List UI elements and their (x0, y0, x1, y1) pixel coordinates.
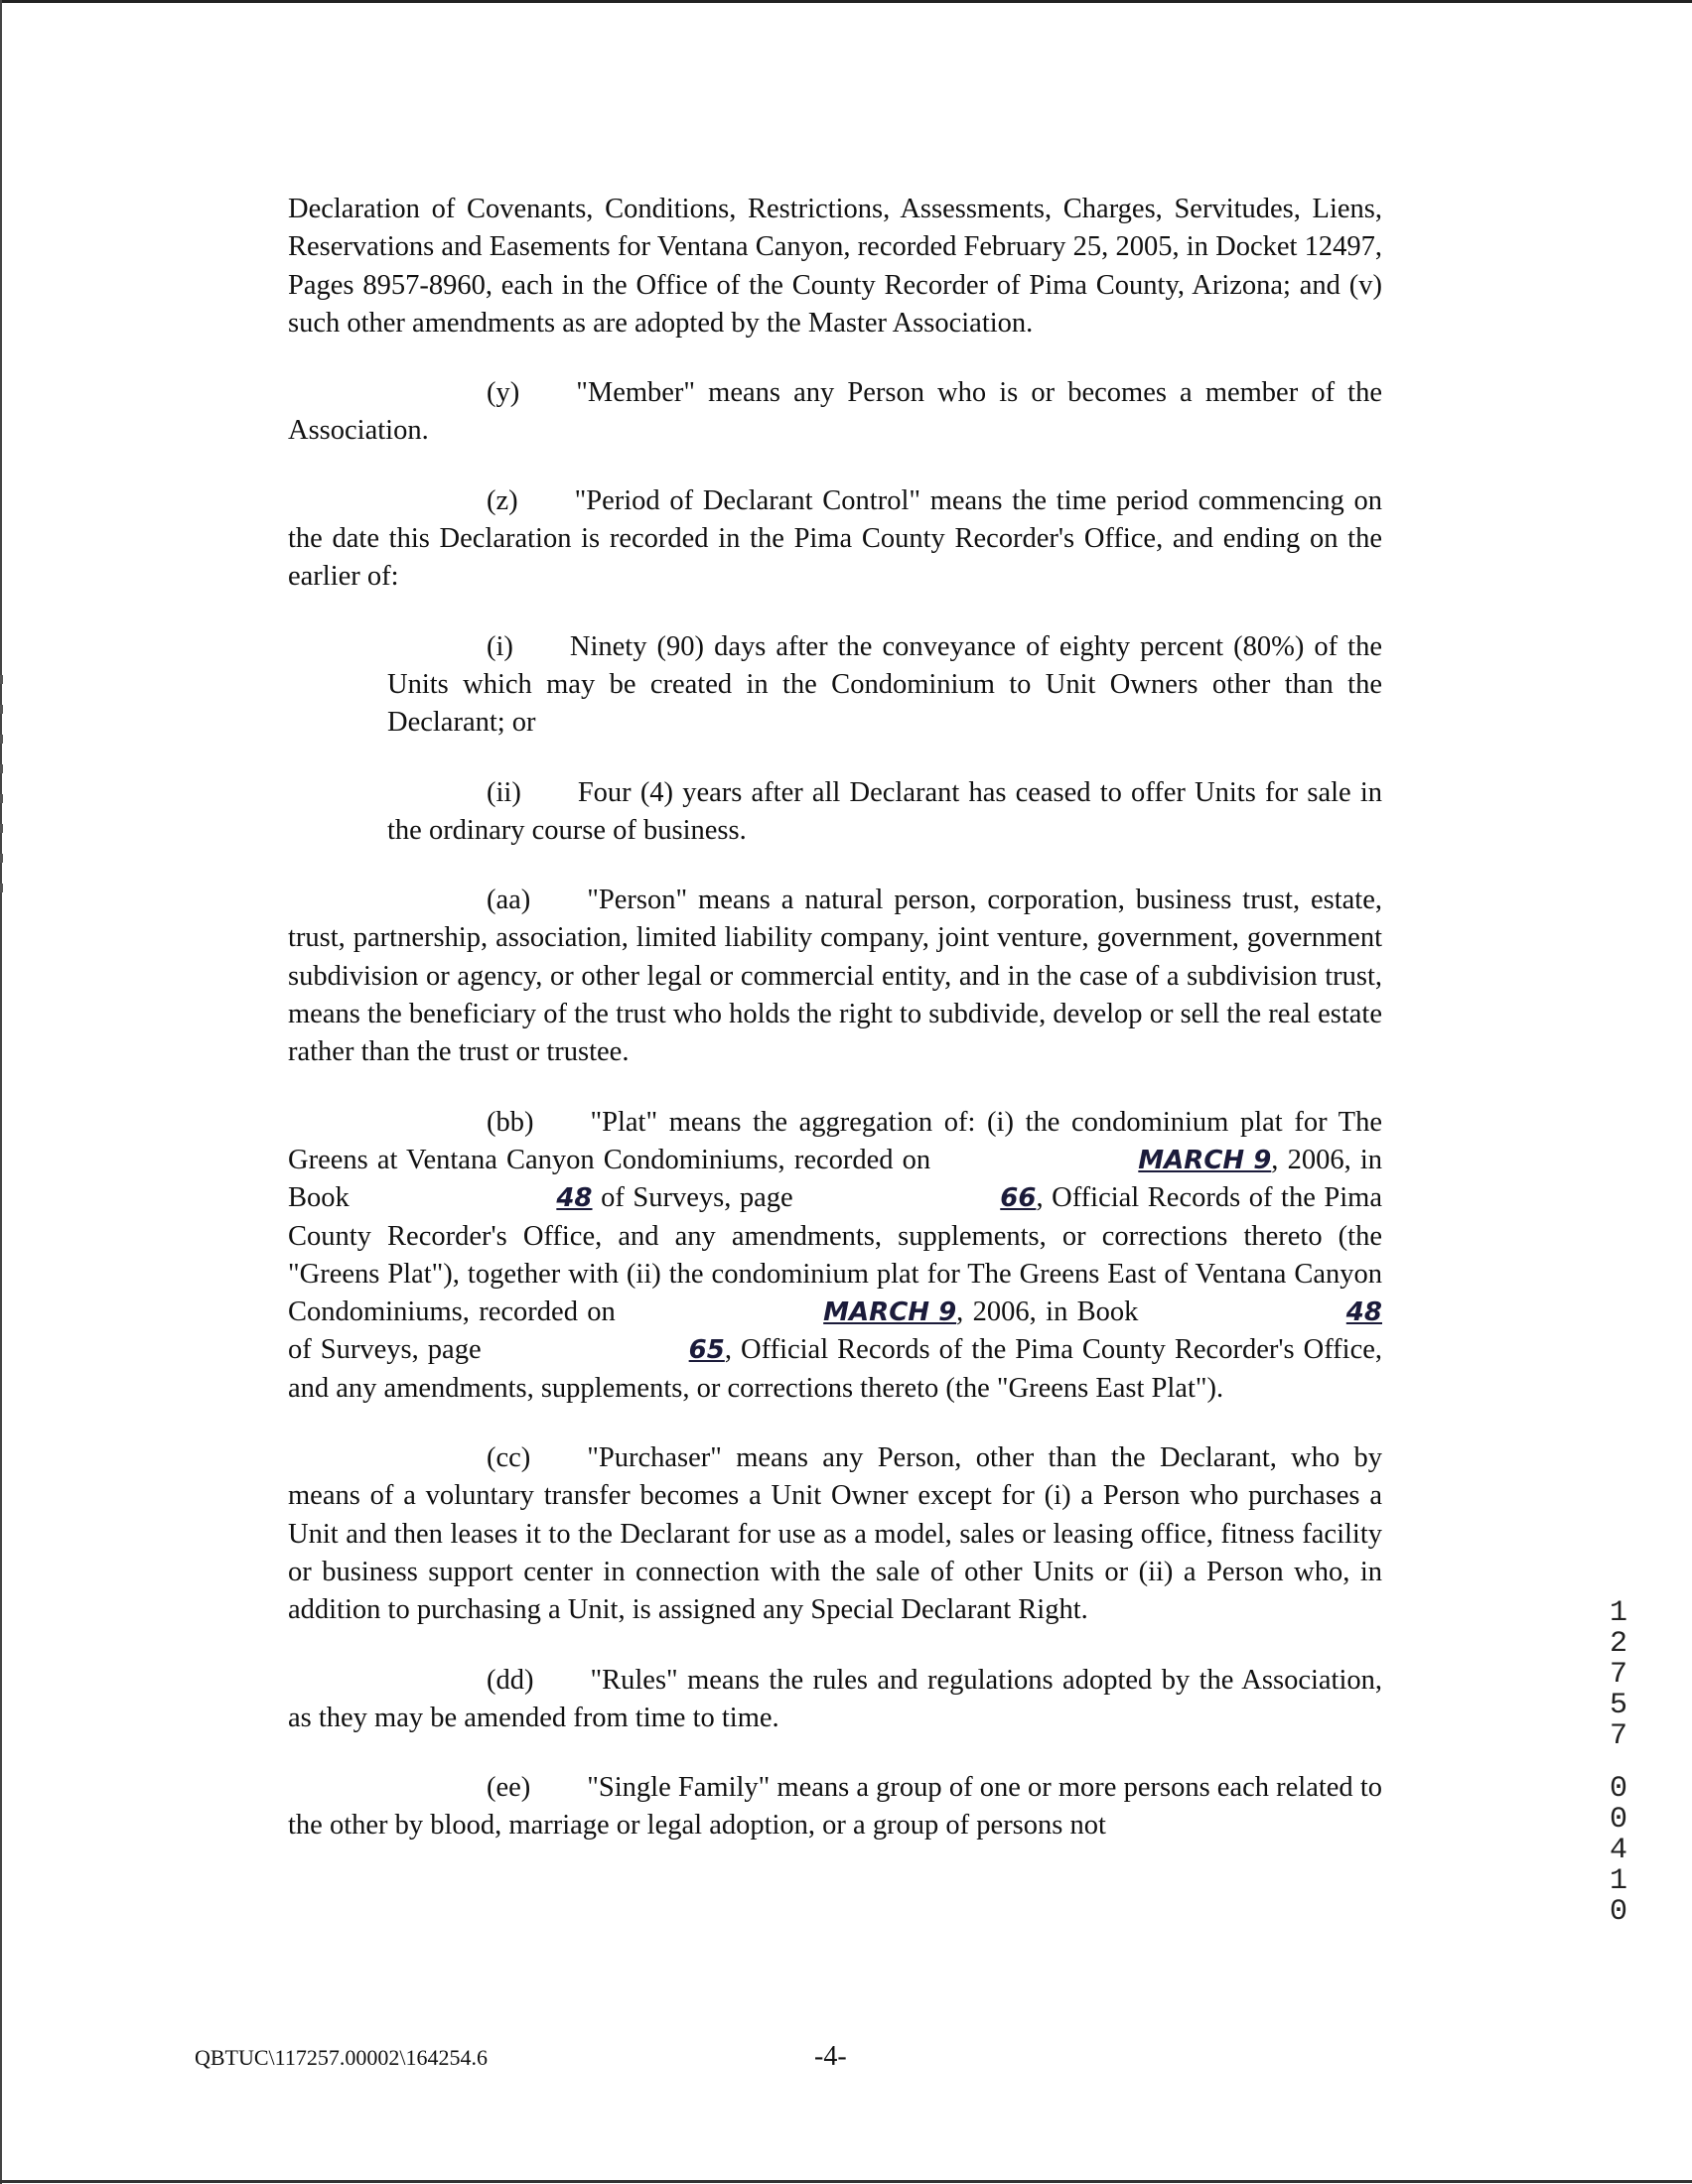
plat-text-6: of Surveys, page (288, 1334, 491, 1366)
paragraph-z-period-of-declarant-control: (z) "Period of Declarant Control" means the time period commencing on the date this Declaration is recorded in the Pima County Recorder's Office, and ending on the earlier of: (288, 484, 1382, 593)
paragraph-dd-rules: (dd) "Rules" means the rules and regulations adopted by the Association, as they may be amended from time to time. (288, 1664, 1382, 1733)
stamp-digit: 0 (1609, 1772, 1627, 1806)
handwritten-page-1: 66 (1000, 1183, 1037, 1214)
plat-text-2: , 2006, in Book (288, 1144, 1382, 1214)
scan-bottom-edge (0, 2180, 1692, 2183)
stamp-digit: 0 (1609, 1803, 1627, 1837)
stamp-digit: 2 (1609, 1627, 1627, 1661)
plat-text-7: , Official Records of the Pima County Recorder's Office, and any amendments, supplements, or corrections thereto (the "Greens East Plat"). (288, 1334, 1382, 1404)
paragraph-cc-purchaser: (cc) "Purchaser" means any Person, other than the Declarant, who by means of a voluntary transfer becomes a Unit Owner except for (i) a Person who purchases a Unit and then leases it to the Declarant for use as a model, sales or leasing office, fitness facility or business support center in connection with the sale of other Units or (ii) a Person who, in addition to purchasing a Unit, is assigned any Special Declarant Right. (288, 1442, 1382, 1626)
footer-document-id: QBTUC\117257.00002\164254.6 (195, 2045, 488, 2070)
margin-mark (0, 675, 3, 684)
margin-mark (0, 824, 3, 833)
handwritten-book-1: 48 (556, 1183, 593, 1214)
paragraph-y-member: (y) "Member" means any Person who is or becomes a member of the Association. (288, 377, 1382, 447)
scan-left-edge (0, 0, 2, 2184)
stamp-digit: 7 (1609, 1719, 1627, 1753)
paragraph-intro: Declaration of Covenants, Conditions, Restrictions, Assessments, Charges, Servitudes, Liens, Reservations and Easements for Ventana Canyon, recorded February 25, 2005, in Docket 12497, Pages 8957-8960, each in the Office of the County Recorder of Pima County, Arizona; and (v) such other amendments as are adopted by the Master Association. (288, 194, 1382, 339)
paragraph-ee-single-family: (ee) "Single Family" means a group of one or more persons each related to the other by blood, marriage or legal adoption, or a group of persons not (288, 1772, 1382, 1842)
stamp-digit: 1 (1609, 1596, 1627, 1630)
handwritten-date-1: MARCH 9 (1138, 1145, 1272, 1175)
margin-mark (0, 884, 3, 892)
plat-text-3: of Surveys, page (592, 1182, 802, 1214)
plat-text-1: (bb) "Plat" means the aggregation of: (i) the condominium plat for The Greens at Ventana Canyon Condominiums, recorded on (288, 1106, 1382, 1175)
paragraph-bb-plat (288, 1104, 1382, 1408)
paragraph-z-ii: (ii) Four (4) years after all Declarant has ceased to offer Units for sale in the ordinary course of business. (387, 776, 1382, 846)
margin-mark (0, 764, 3, 773)
document-body (288, 191, 1382, 1845)
stamp-gap (1599, 1752, 1638, 1774)
paragraph-aa-person: (aa) "Person" means a natural person, corporation, business trust, estate, trust, partnership, association, limited liability company, joint venture, government, government subdivision or agency, or other legal or commercial entity, and in the case of a subdivision trust, means the beneficiary of the trust who holds the right to subdivide, develop or sell the real estate rather than the trust or trustee. (288, 885, 1382, 1068)
plat-text-5: , 2006, in Book (956, 1297, 1148, 1328)
stamp-digit: 4 (1609, 1834, 1627, 1867)
handwritten-book-2: 48 (1345, 1297, 1382, 1328)
paragraph-z-i: (i) Ninety (90) days after the conveyance of eighty percent (80%) of the Units which may be created in the Condominium to Unit Owners other than the Declarant; or (387, 630, 1382, 739)
stamp-digit: 0 (1609, 1895, 1627, 1929)
plat-text-4: , Official Records of the Pima County Recorder's Office, and any amendments, supplements, or corrections thereto (the "Greens Plat"), together with (ii) the condominium plat for The Greens East of Ventana Canyon Condominiums, recorded on (288, 1182, 1382, 1328)
stamp-digit: 5 (1609, 1689, 1627, 1722)
margin-mark (0, 705, 3, 714)
stamp-digit: 1 (1609, 1864, 1627, 1898)
margin-mark (0, 794, 3, 803)
handwritten-date-2: MARCH 9 (823, 1297, 957, 1328)
margin-mark (0, 854, 3, 863)
footer-page-number: -4- (814, 2041, 847, 2072)
handwritten-page-2: 65 (688, 1335, 725, 1366)
scan-top-edge (0, 0, 1692, 3)
stamp-digit: 7 (1609, 1658, 1627, 1692)
recording-stamp-vertical (1599, 1598, 1638, 1928)
margin-mark (0, 735, 3, 744)
